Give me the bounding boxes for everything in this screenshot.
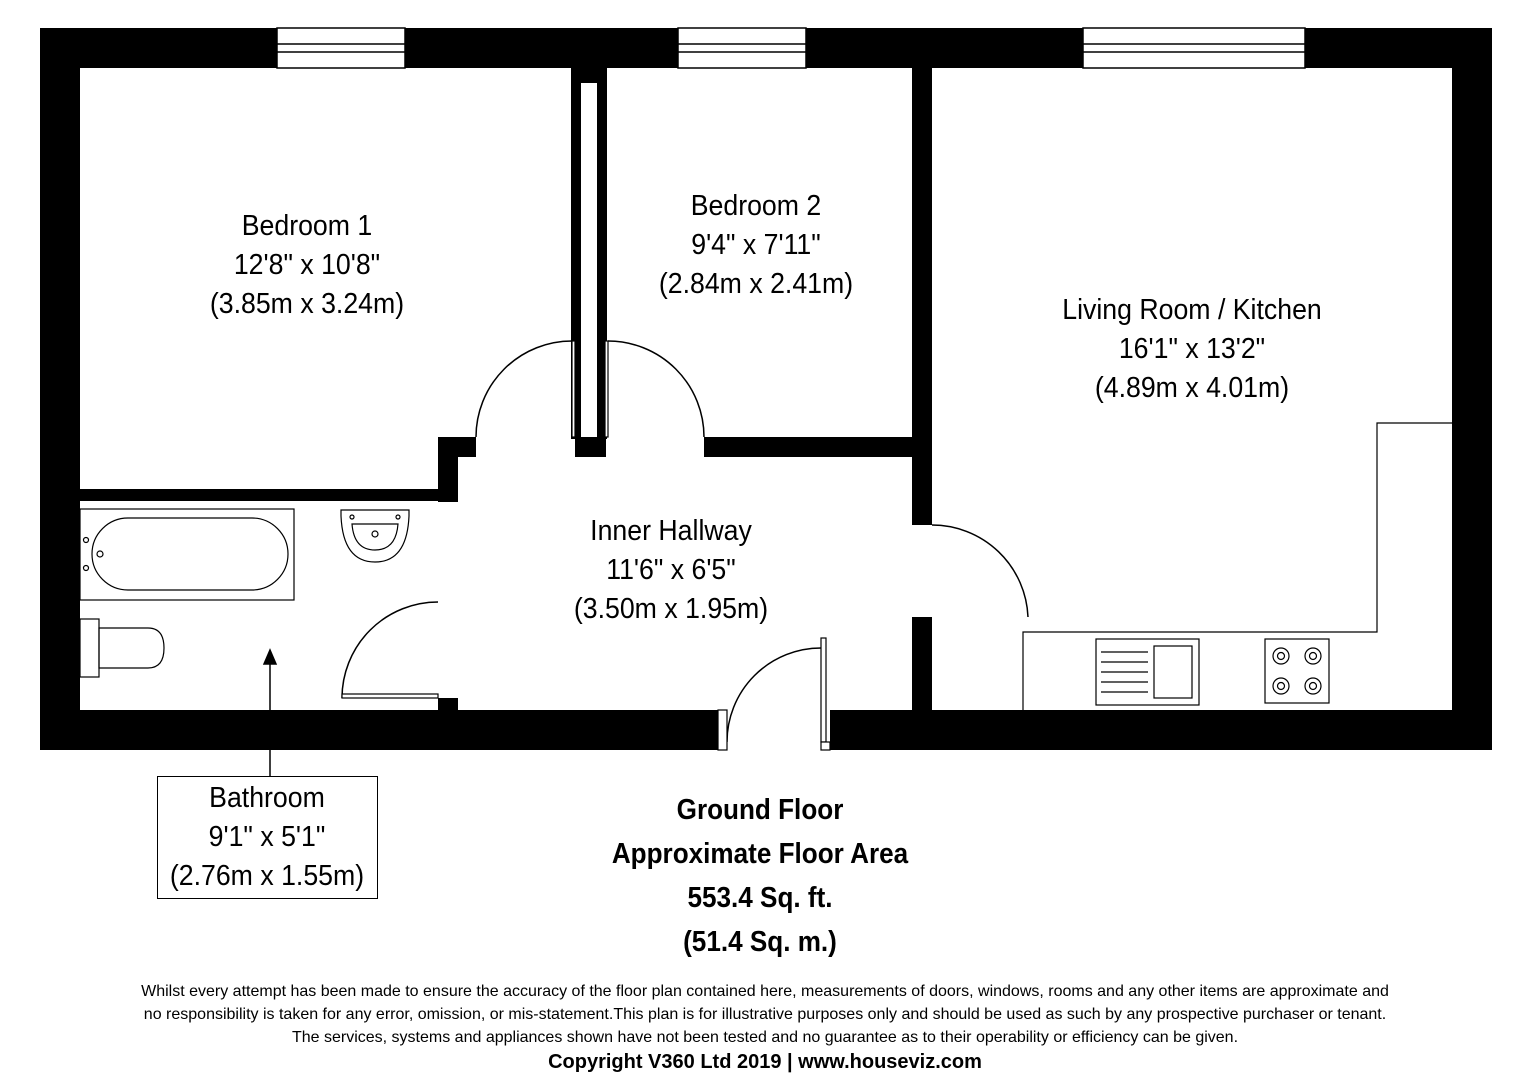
hob <box>1265 639 1329 703</box>
area-sqm: (51.4 Sq. m.) <box>683 926 837 958</box>
window-living-room <box>1083 28 1305 68</box>
room-label-bathroom <box>129 779 405 896</box>
room-label-bedroom1 <box>169 207 445 324</box>
door-bedroom1 <box>476 341 572 437</box>
door-front <box>727 648 821 742</box>
room-size-imperial: 9'4" x 7'11" <box>691 229 821 261</box>
disclaimer-line: Whilst every attempt has been made to ensure the accuracy of the floor plan contained here, measurements of doors, windows, rooms and any other items are approximate and <box>141 983 1389 1000</box>
room-name: Bedroom 2 <box>690 190 822 222</box>
toilet <box>80 619 164 677</box>
area-label: Approximate Floor Area <box>611 838 909 870</box>
room-name: Inner Hallway <box>590 515 752 547</box>
floor-summary <box>580 788 940 964</box>
copyright-notice: Copyright V360 Ltd 2019 | www.houseviz.com <box>548 1051 982 1073</box>
door-living-room <box>932 525 1028 617</box>
room-size-metric: (4.89m x 4.01m) <box>1094 372 1290 404</box>
room-size-imperial: 12'8" x 10'8" <box>233 249 381 281</box>
disclaimer-line: The services, systems and appliances shown have not been tested and no guarantee as to their operability or efficiency can be given. <box>291 1029 1239 1046</box>
room-label-bedroom2 <box>618 187 894 304</box>
room-size-imperial: 9'1" x 5'1" <box>208 821 326 853</box>
door-bathroom <box>342 602 438 698</box>
room-label-living-room <box>1036 291 1349 408</box>
window-bedroom1 <box>277 28 405 68</box>
room-size-imperial: 16'1" x 13'2" <box>1118 333 1266 365</box>
room-name: Bedroom 1 <box>241 210 373 242</box>
disclaimer <box>40 980 1490 1075</box>
room-size-metric: (3.50m x 1.95m) <box>573 593 769 625</box>
kitchen-sink <box>1096 639 1199 705</box>
washbasin <box>341 510 409 562</box>
kitchen-worktop <box>1023 423 1452 710</box>
room-label-hallway <box>533 512 809 629</box>
room-name: Living Room / Kitchen <box>1062 294 1322 326</box>
disclaimer-line: no responsibility is taken for any error, omission, or mis-statement.This plan is for illustrative purposes only and should be used as such by any prospective purchaser or tenant. <box>143 1006 1387 1023</box>
area-sqft: 553.4 Sq. ft. <box>687 882 833 914</box>
room-size-metric: (2.84m x 2.41m) <box>658 268 854 300</box>
floor-name: Ground Floor <box>676 794 844 826</box>
bathtub <box>80 509 294 600</box>
room-size-metric: (3.85m x 3.24m) <box>209 288 405 320</box>
room-size-metric: (2.76m x 1.55m) <box>169 860 365 892</box>
window-bedroom2 <box>678 28 806 68</box>
door-bedroom2 <box>608 341 704 437</box>
room-name: Bathroom <box>209 782 325 814</box>
room-size-imperial: 11'6" x 6'5" <box>606 554 736 586</box>
